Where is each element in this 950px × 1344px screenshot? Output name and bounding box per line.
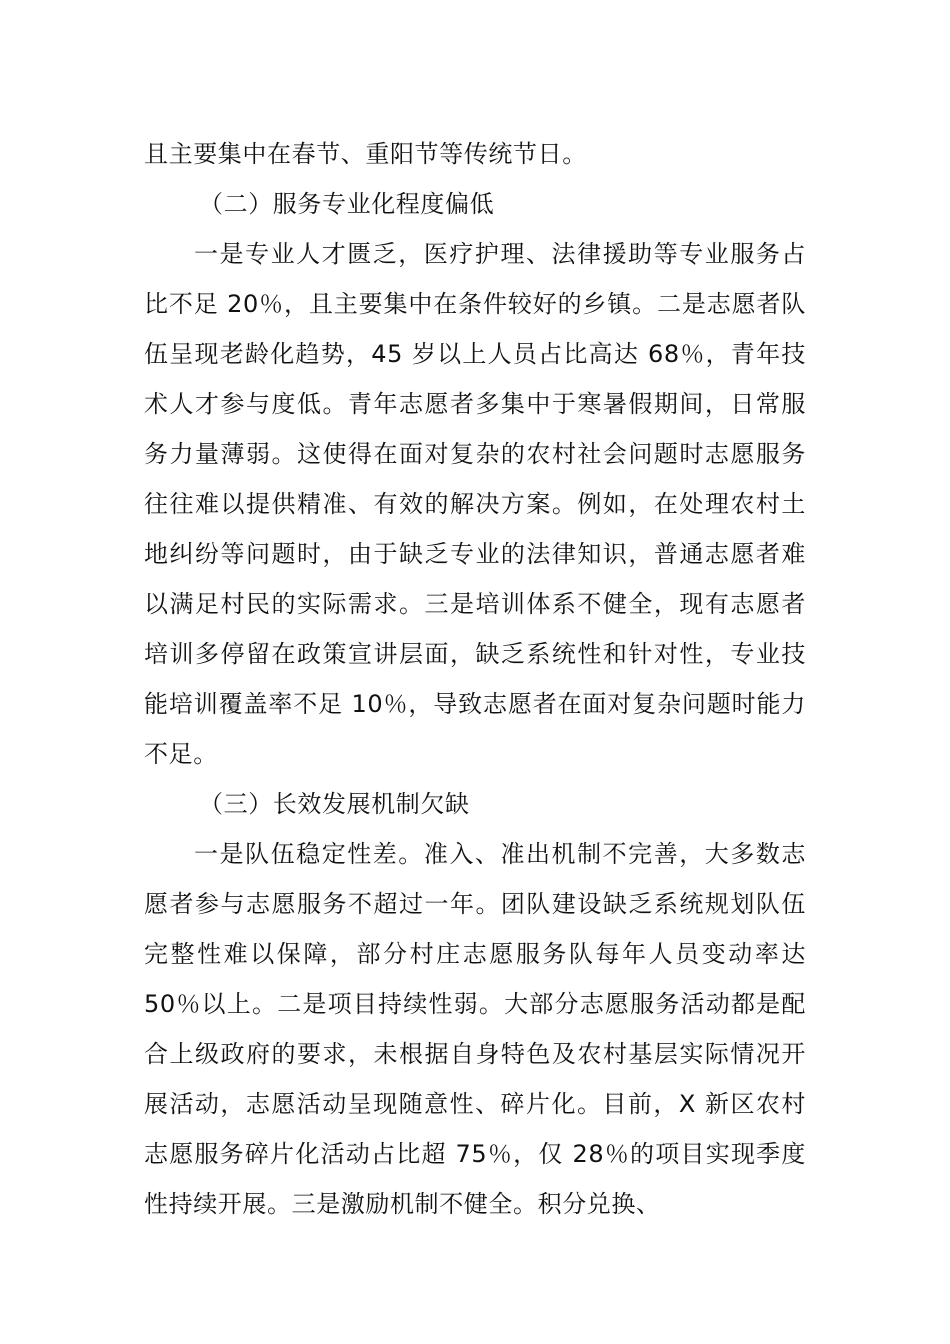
paragraph-continuation: 且主要集中在春节、重阳节等传统节日。 <box>144 140 587 168</box>
section-heading-2: （二）服务专业化程度偏低 <box>199 190 495 218</box>
paragraph-long-term-mechanism: 一是队伍稳定性差。准入、准出机制不完善，大多数志愿者参与志愿服务不超过一年。团队建设缺乏系统规划队伍完整性难以保障，部分村庄志愿服务队每年人员变动率达 50％以上。二是项目持续性弱。大部分志愿服务活动都是配合上级政府的要求，未根据自身特色及农村基层实际情况开展活动，志愿活动呈现随意性、碎片化。目前，X 新区农村志愿服务碎片化活动占比超 75％，仅 28％的项目实现季度性持续开展。三是激励机制不健全。积分兑换、 <box>144 840 806 1218</box>
section-heading-3: （三）长效发展机制欠缺 <box>199 790 470 818</box>
paragraph-professionalization: 一是专业人才匮乏，医疗护理、法律援助等专业服务占比不足 20％，且主要集中在条件较好的乡镇。二是志愿者队伍呈现老龄化趋势，45 岁以上人员占比高达 68％，青年技术人才参与度低。青年志愿者多集中于寒暑假期间，日常服务力量薄弱。这使得在面对复杂的农村社会问题时志愿服务往往难以提供精准、有效的解决方案。例如，在处理农村土地纠纷等问题时，由于缺乏专业的法律知识，普通志愿者难以满足村民的实际需求。三是培训体系不健全，现有志愿者培训多停留在政策宣讲层面，缺乏系统性和针对性，专业技能培训覆盖率不足 10％，导致志愿者在面对复杂问题时能力不足。 <box>144 240 806 768</box>
document-body <box>144 129 806 1229</box>
